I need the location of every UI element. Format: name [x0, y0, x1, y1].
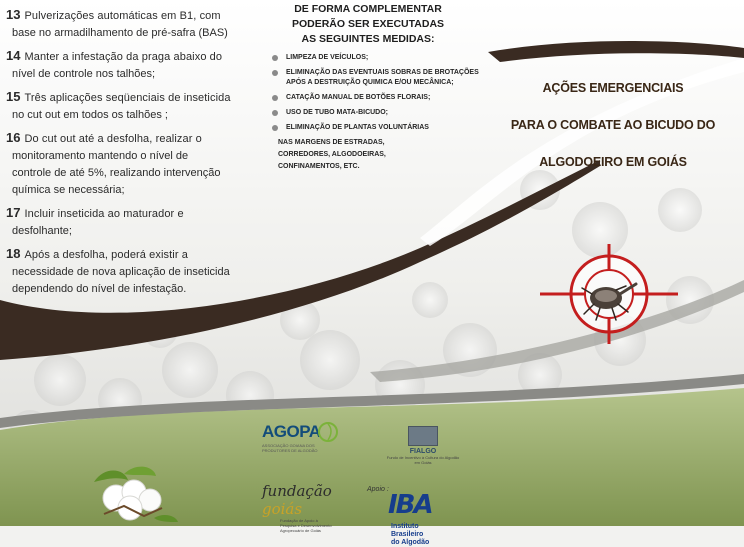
measures-heading: DE FORMA COMPLEMENTAR PODERÃO SER EXECUTADAS AS SEGUINTES MEDIDAS: — [291, 3, 445, 45]
list-item: LIMPEZA DE VEÍCULOS; — [272, 53, 492, 63]
step-number: 18 — [6, 246, 21, 261]
crosshair-weevil-icon — [540, 244, 678, 344]
step-number: 13 — [6, 7, 21, 22]
step-17: 17 Incluir inseticida ao maturador e desfolhante; — [6, 205, 184, 237]
fialgo-logo: FIALGO Fundo de Incentivo à Cultura do Algodão em Goiás — [384, 426, 462, 470]
list-item: ELIMINAÇÃO DAS EVENTUAIS SOBRAS DE BROTAÇÕES APÓS A DESTRUIÇÃO QUIMICA E/OU MECÂNICA; — [272, 68, 492, 88]
step-18: 18 Após a desfolha, poderá existir a necessidade de nova aplicação de inseticida dependendo do nível de infestação. — [6, 246, 230, 295]
iba-logo: IBA Instituto Brasileiro do Algodão — [388, 490, 432, 546]
brochure-title: AÇÕES EMERGENCIAIS PARA O COMBATE AO BICUDO DO ALGODOEIRO EM GOIÁS — [510, 81, 716, 169]
recommendation-steps — [6, 6, 254, 303]
step-16: 16 Do cut out até a desfolha, realizar o monitoramento mantendo o nível de controle de até 5%, realizando intervenção química se necessária; — [6, 130, 221, 196]
apoio-label: Apoio : — [367, 486, 389, 493]
agopa-logo: AGOPA ASSOCIAÇÃO GOIANA DOS PRODUTORES DE ALGODÃO — [262, 422, 342, 462]
fundacao-goias-logo: fundação goiás Fundação de Apoio à Pesquisa e Desenvolvimento Agropecuário de Goiás — [262, 482, 332, 533]
step-number: 16 — [6, 130, 21, 145]
step-number: 17 — [6, 205, 21, 220]
list-item: USO DE TUBO MATA-BICUDO; — [272, 108, 492, 118]
step-number: 15 — [6, 89, 21, 104]
agopa-leaf-icon — [316, 420, 340, 446]
measures-list — [272, 53, 492, 174]
step-number: 14 — [6, 48, 21, 63]
cotton-boll-icon — [84, 462, 180, 526]
list-item: CATAÇÃO MANUAL DE BOTÕES FLORAIS; — [272, 93, 492, 103]
fialgo-emblem-icon — [408, 426, 438, 446]
step-15: 15 Três aplicações seqüenciais de inseticida no cut out em todos os talhões ; — [6, 89, 231, 121]
list-item-continuation: NAS MARGENS DE ESTRADAS, — [278, 139, 385, 146]
list-item: ELIMINAÇÃO DE PLANTAS VOLUNTÁRIAS — [272, 123, 492, 133]
step-14: 14 Manter a infestação da praga abaixo do nível de controle nos talhões; — [6, 48, 223, 80]
step-13: 13 Pulverizações automáticas em B1, com base no armadilhamento de pré-safra (BAS) — [6, 7, 228, 39]
list-item-continuation: CORREDORES, ALGODOEIRAS, — [278, 151, 386, 158]
list-item-continuation: CONFINAMENTOS, ETC. — [278, 163, 360, 170]
